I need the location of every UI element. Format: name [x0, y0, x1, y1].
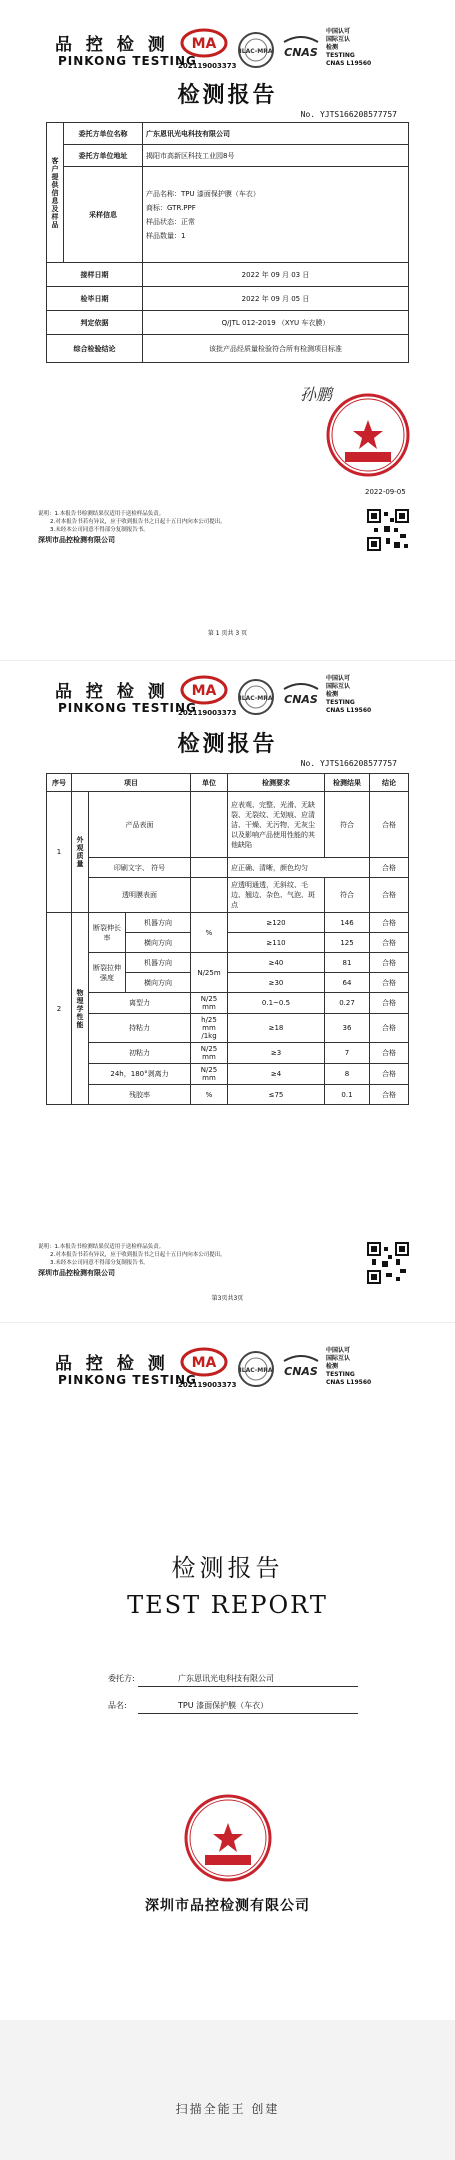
col-header-no: 序号: [47, 774, 72, 792]
cma-number: 202119003373: [178, 1381, 237, 1389]
table-row: 持粘力 h/25 mm /1kg ≥18 36 合格: [47, 1014, 409, 1043]
table-row: 24h，180°剥离力 N/25 mm ≥4 8 合格: [47, 1064, 409, 1085]
report-notes: 说明：1.本报告书检测结果仅适用于送检样品负责。 2.对本报告书若有异议，应于收到报告书之日起十五日内向本公司提出。 3.未经本公司同意不得部分复制报告书。 深圳市品控检测有限公司: [38, 1243, 358, 1277]
receipt-date-label: 接样日期: [47, 263, 143, 287]
notes-org: 深圳市品控检测有限公司: [38, 536, 115, 544]
table-row: 横向方向 ≥30 64 合格: [47, 973, 409, 993]
client-address-value: 揭阳市高新区科技工业园8号: [143, 145, 409, 167]
cma-logo-icon: [180, 28, 228, 58]
report-cover-page: [0, 1323, 455, 2020]
cover-client-label: 委托方:: [108, 1674, 135, 1683]
table-row: 横向方向 ≥110 125 合格: [47, 933, 409, 953]
table-row: 初粘力 N/25 mm ≥3 7 合格: [47, 1043, 409, 1064]
ilac-logo-icon: [236, 30, 276, 70]
svg-text:CNAS: CNAS: [284, 693, 318, 706]
svg-text:ILAC-MRA: ILAC-MRA: [239, 48, 273, 55]
cma-number: 202119003373: [178, 709, 237, 717]
svg-text:MA: MA: [191, 36, 217, 52]
standard-label: 判定依据: [47, 311, 143, 335]
section-label: 客户提供信息及样品: [47, 123, 64, 263]
report-title: 检测报告: [177, 731, 278, 757]
cover-product-value: TPU 漆面保护膜（车衣）: [178, 1701, 269, 1710]
page-header: [0, 1341, 455, 1411]
scanner-watermark-area: [0, 2020, 455, 2160]
col-header-result: 检测结果: [325, 774, 370, 792]
signature: 孙鹏: [300, 385, 333, 404]
col-header-item: 项目: [72, 774, 191, 792]
cnas-logo-icon: [280, 36, 322, 62]
page-number: 第3页共3页: [211, 1295, 244, 1302]
table-row: 透明膜表面 应透明通透，无斜纹、毛边、翘边、杂色、气泡、斑点 符合 合格: [47, 878, 409, 913]
client-address-label: 委托方单位地址: [64, 145, 143, 167]
brand-name-en: PINKONG TESTING: [58, 1373, 197, 1387]
svg-text:MA: MA: [191, 1355, 217, 1371]
receipt-date-value: 2022 年 09 月 03 日: [143, 263, 409, 287]
sign-date: 2022-09-05: [365, 488, 406, 496]
notes-org: 深圳市品控检测有限公司: [38, 1269, 115, 1277]
ilac-logo-icon: [236, 1349, 276, 1389]
report-notes: 说明：1.本报告书检测结果仅适用于送检样品负责。 2.对本报告书若有异议，应于收到报告书之日起十五日内向本公司提出。 3.未经本公司同意不得部分复制报告书。 深圳市品控检测有限公司: [38, 510, 358, 544]
completion-date-value: 2022 年 09 月 05 日: [143, 287, 409, 311]
cnas-logo-icon: [280, 683, 322, 709]
test-results-table: [46, 773, 409, 1105]
svg-text:ILAC-MRA: ILAC-MRA: [239, 1367, 273, 1374]
svg-text:ILAC-MRA: ILAC-MRA: [239, 695, 273, 702]
report-page-1: [0, 0, 455, 660]
table-row: 2 物理学性能 断裂伸长率 机器方向 % ≥120 146 合格: [47, 913, 409, 933]
cover-client-field: [108, 1673, 358, 1685]
completion-date-label: 检毕日期: [47, 287, 143, 311]
cma-logo-icon: [180, 675, 228, 705]
cover-client-value: 广东恩讯光电科技有限公司: [178, 1674, 274, 1683]
cma-number: 202119003373: [178, 62, 237, 70]
table-row: 1 外观质量 产品表面 应表观、完整、光滑、无缺裂、无裂纹、无划痕、应清洁、干燥、无污物，无灰尘以及影响产品使用性能的其他缺陷 符合 合格: [47, 792, 409, 858]
cover-organization: 深圳市品控检测有限公司: [145, 1898, 310, 1914]
official-seal-icon: [325, 392, 411, 478]
brand-name-en: PINKONG TESTING: [58, 54, 197, 68]
brand-name-cn: 品 控 检 测: [55, 1354, 169, 1374]
table-row: 残胶率 % ≤75 0.1 合格: [47, 1085, 409, 1105]
standard-value: Q/JTL 012-2019 （XYU 车衣膜）: [143, 311, 409, 335]
brand-name-en: PINKONG TESTING: [58, 701, 197, 715]
client-info-table: [46, 122, 409, 363]
cover-product-field: [108, 1700, 358, 1712]
svg-text:MA: MA: [191, 683, 217, 699]
ilac-logo-icon: [236, 677, 276, 717]
sample-info-value: 产品名称：TPU 漆面保护膜（车衣） 商标：GTR.PPF 样品状态：正常 样品数量：1: [143, 167, 409, 263]
col-header-conclusion: 结论: [370, 774, 409, 792]
scanner-watermark-text: 扫描全能王 创建: [175, 2102, 280, 2116]
svg-text:CNAS: CNAS: [284, 46, 318, 59]
cnas-accreditation-text: 中国认可 国际互认 检测 TESTING CNAS L19560: [326, 675, 372, 714]
table-row: 印刷文字、 符号 应正确、清晰，颜色均匀 合格: [47, 858, 409, 878]
conclusion-label: 综合检验结论: [47, 335, 143, 363]
client-name-label: 委托方单位名称: [64, 123, 143, 145]
client-name-value: 广东恩讯光电科技有限公司: [143, 123, 409, 145]
col-header-requirement: 检测要求: [228, 774, 325, 792]
conclusion-value: 该批产品经质量检验符合所有检测项目标准: [143, 335, 409, 363]
page-number: 第 1 页共 3 页: [207, 630, 248, 637]
report-title: 检测报告: [177, 82, 278, 108]
cma-logo-icon: [180, 1347, 228, 1377]
cover-title-en: TEST REPORT: [127, 1591, 328, 1619]
qr-code-icon: [366, 1241, 410, 1285]
cover-title-cn: 检测报告: [171, 1554, 284, 1582]
sample-info-label: 采样信息: [64, 167, 143, 263]
cnas-accreditation-text: 中国认可 国际互认 检测 TESTING CNAS L19560: [326, 28, 372, 67]
brand-name-cn: 品 控 检 测: [55, 35, 169, 55]
official-seal-icon: [183, 1793, 273, 1883]
cover-product-label: 品名:: [108, 1701, 127, 1710]
report-page-2: [0, 661, 455, 1321]
svg-text:CNAS: CNAS: [284, 1365, 318, 1378]
brand-name-cn: 品 控 检 测: [55, 682, 169, 702]
qr-code-icon: [366, 508, 410, 552]
report-number: No. YJTS166208577757: [300, 759, 397, 768]
table-row: 离型力 N/25 mm 0.1~0.5 0.27 合格: [47, 993, 409, 1014]
col-header-unit: 单位: [191, 774, 228, 792]
cnas-logo-icon: [280, 1355, 322, 1381]
table-row: 断裂拉伸强度 机器方向 N/25m ≥40 81 合格: [47, 953, 409, 973]
cnas-accreditation-text: 中国认可 国际互认 检测 TESTING CNAS L19560: [326, 1347, 372, 1386]
report-number: No. YJTS166208577757: [300, 110, 397, 119]
